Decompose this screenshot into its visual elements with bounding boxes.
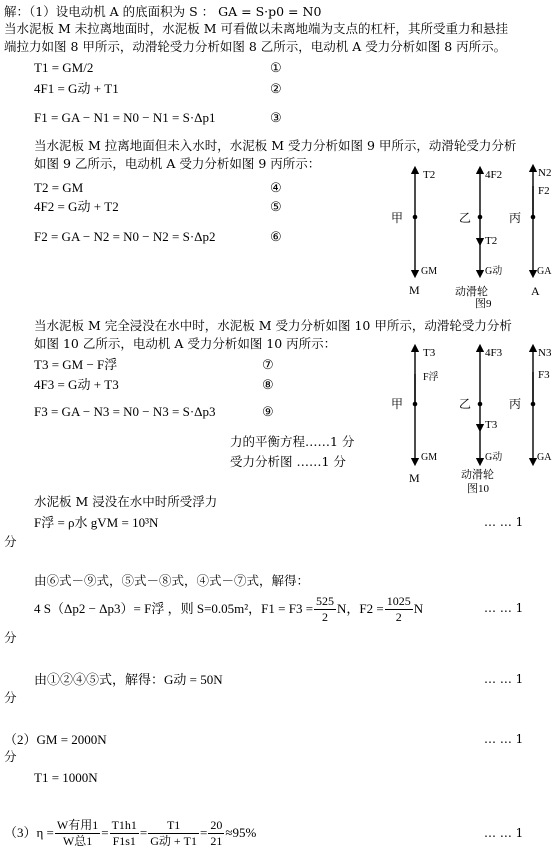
force-label: F3 bbox=[538, 369, 550, 381]
tg-numerator: T1 bbox=[148, 818, 199, 834]
diagram-caption: 图9 bbox=[475, 298, 492, 310]
equation-mark-4: ④ bbox=[270, 180, 282, 195]
f2-denominator: 2 bbox=[395, 609, 402, 624]
score-note-equations: 力的平衡方程……1 分 bbox=[230, 434, 355, 449]
equation-mark-5: ⑤ bbox=[270, 199, 282, 214]
section3-line-2: 如图 10 乙所示，电动机 A 受力分析如图 10 丙所示： bbox=[34, 336, 337, 351]
work-numerator: W有用1 bbox=[56, 817, 99, 832]
part2-line: （2）GM = 2000N bbox=[4, 732, 107, 747]
work-fraction bbox=[55, 818, 100, 849]
diagram-label: 动滑轮 bbox=[455, 286, 488, 298]
force-label: T2 bbox=[485, 235, 498, 247]
diagram-label: M bbox=[409, 283, 420, 297]
force-label: GA bbox=[537, 266, 552, 277]
equation-3: F1 = GA − N1 = N0 − N1 = S·Δp1 bbox=[34, 110, 216, 125]
diagram-label: M bbox=[409, 471, 420, 485]
ratio-fraction bbox=[208, 818, 224, 849]
diagram-label: 甲 bbox=[391, 397, 404, 411]
intro-line-3: 端拉力如图 8 甲所示，动滑轮受力分析如图 8 乙所示，电动机 A 受力分析如图 8 丙所示。 bbox=[4, 39, 507, 54]
buoyancy-line: 水泥板 M 浸没在水中时所受浮力 bbox=[34, 494, 218, 509]
score-unit: 分 bbox=[4, 630, 17, 645]
section2-line-1: 当水泥板 M 拉离地面但未入水时，水泥板 M 受力分析如图 9 甲所示，动滑轮受力分析 bbox=[34, 138, 517, 153]
figure-10 bbox=[385, 342, 553, 497]
equation-5: 4F2 = G动 + T2 bbox=[34, 199, 119, 214]
part2-t1: T1 = 1000N bbox=[34, 770, 98, 785]
intro-line-2: 当水泥板 M 未拉离地面时，水泥板 M 可看做以未离地端为支点的杠杆，其所受重力和悬挂 bbox=[4, 21, 508, 36]
diagram-label: 乙 bbox=[459, 211, 472, 225]
equation-mark-8: ⑧ bbox=[262, 377, 274, 392]
solve-equation-text: 4 S（Δp2 − Δp3）= F浮 ，则 S=0.05m²，F1 = F3 = bbox=[34, 600, 314, 616]
intro-line-1: 解：（1）设电动机 A 的底面积为 S ： GA = S·p0 = N0 bbox=[4, 4, 322, 19]
equation-mark-1: ① bbox=[270, 60, 282, 75]
efficiency-value: ≈95% bbox=[225, 824, 257, 840]
score-mark: … … 1 bbox=[484, 826, 524, 840]
f1-numerator: 525 bbox=[316, 593, 335, 608]
equals-sign: = bbox=[101, 824, 109, 840]
f1-denominator: 2 bbox=[322, 609, 329, 624]
force-label: 4F2 bbox=[485, 169, 503, 181]
score-unit: 分 bbox=[4, 690, 17, 705]
figure-9 bbox=[385, 162, 553, 312]
equation-mark-7: ⑦ bbox=[262, 357, 274, 372]
force-label: GA bbox=[537, 452, 552, 463]
equals-sign: = bbox=[139, 824, 148, 840]
force-label: F浮 bbox=[423, 372, 439, 383]
diagram-label: 丙 bbox=[509, 397, 522, 411]
force-label: N3 bbox=[538, 347, 552, 359]
diagram-label: 丙 bbox=[509, 211, 522, 225]
solve-equation-unit-end: N bbox=[413, 600, 424, 616]
section3-line-1: 当水泥板 M 完全浸没在水中时，水泥板 M 受力分析如图 10 甲所示，动滑轮受力分析 bbox=[34, 318, 512, 333]
part3-equation bbox=[4, 812, 256, 854]
diagram-label: 甲 bbox=[391, 211, 404, 225]
solve-equation bbox=[34, 590, 423, 628]
ratio-numerator: 20 bbox=[210, 817, 223, 832]
score-unit: 分 bbox=[4, 749, 17, 764]
score-mark: … … 1 bbox=[484, 515, 524, 529]
force-label: T3 bbox=[485, 419, 498, 431]
section2-line-2: 如图 9 乙所示，电动机 A 受力分析如图 9 丙所示： bbox=[34, 156, 321, 171]
force-label: F2 bbox=[538, 185, 550, 197]
equation-2: 4F1 = G动 + T1 bbox=[34, 81, 119, 96]
force-label: GM bbox=[421, 452, 438, 463]
force-label: GM bbox=[421, 266, 438, 277]
solve-equation-unit: N，F2 = bbox=[337, 600, 384, 616]
ratio-denominator: 21 bbox=[210, 833, 223, 848]
part3-prefix: （3）η = bbox=[4, 824, 54, 840]
score-unit: 分 bbox=[4, 534, 17, 549]
th-fraction bbox=[110, 818, 139, 849]
diagram-label: 乙 bbox=[459, 397, 472, 411]
equation-4: T2 = GM bbox=[34, 180, 84, 195]
force-label: N2 bbox=[538, 167, 552, 179]
equation-6: F2 = GA − N2 = N0 − N2 = S·Δp2 bbox=[34, 229, 216, 244]
score-mark: … … 1 bbox=[484, 672, 524, 686]
tg-denominator: G动 + T1 bbox=[150, 833, 198, 848]
equation-mark-9: ⑨ bbox=[262, 404, 274, 419]
diagram-label: 动滑轮 bbox=[461, 469, 494, 481]
equation-mark-6: ⑥ bbox=[270, 229, 282, 244]
equation-8: 4F3 = G动 + T3 bbox=[34, 377, 119, 392]
equation-9: F3 = GA − N3 = N0 − N3 = S·Δp3 bbox=[34, 404, 216, 419]
f2-fraction bbox=[385, 594, 413, 625]
f1-fraction bbox=[314, 594, 336, 625]
f2-numerator: 1025 bbox=[386, 593, 411, 608]
score-mark: … … 1 bbox=[484, 601, 524, 615]
equation-7: T3 = GM − F浮 bbox=[34, 357, 118, 372]
tg-fraction bbox=[148, 818, 199, 849]
force-label: G动 bbox=[485, 266, 503, 277]
th-denominator: F1s1 bbox=[112, 833, 136, 848]
force-label: T2 bbox=[423, 169, 436, 181]
gdong-line: 由①②④⑤式，解得：G动 = 50N bbox=[34, 672, 223, 687]
force-label: G动 bbox=[485, 452, 503, 463]
equation-1: T1 = GM/2 bbox=[34, 60, 94, 75]
buoyancy-equation: F浮 = ρ水 gVM = 10³N bbox=[34, 515, 159, 530]
score-mark: … … 1 bbox=[484, 732, 524, 746]
th-numerator: T1h1 bbox=[111, 817, 137, 832]
diagram-label: A bbox=[531, 284, 540, 298]
work-denominator: W总1 bbox=[62, 833, 93, 848]
force-label: T3 bbox=[423, 347, 436, 359]
diagram-caption: 图10 bbox=[467, 483, 489, 495]
solve-line: 由⑥式－⑨式，⑤式－⑧式，④式－⑦式，解得： bbox=[34, 573, 310, 588]
equation-mark-3: ③ bbox=[270, 110, 282, 125]
equals-sign: = bbox=[200, 824, 208, 840]
force-label: 4F3 bbox=[485, 347, 503, 359]
score-note-diagram: 受力分析图 ……1 分 bbox=[230, 454, 346, 469]
equation-mark-2: ② bbox=[270, 81, 282, 96]
